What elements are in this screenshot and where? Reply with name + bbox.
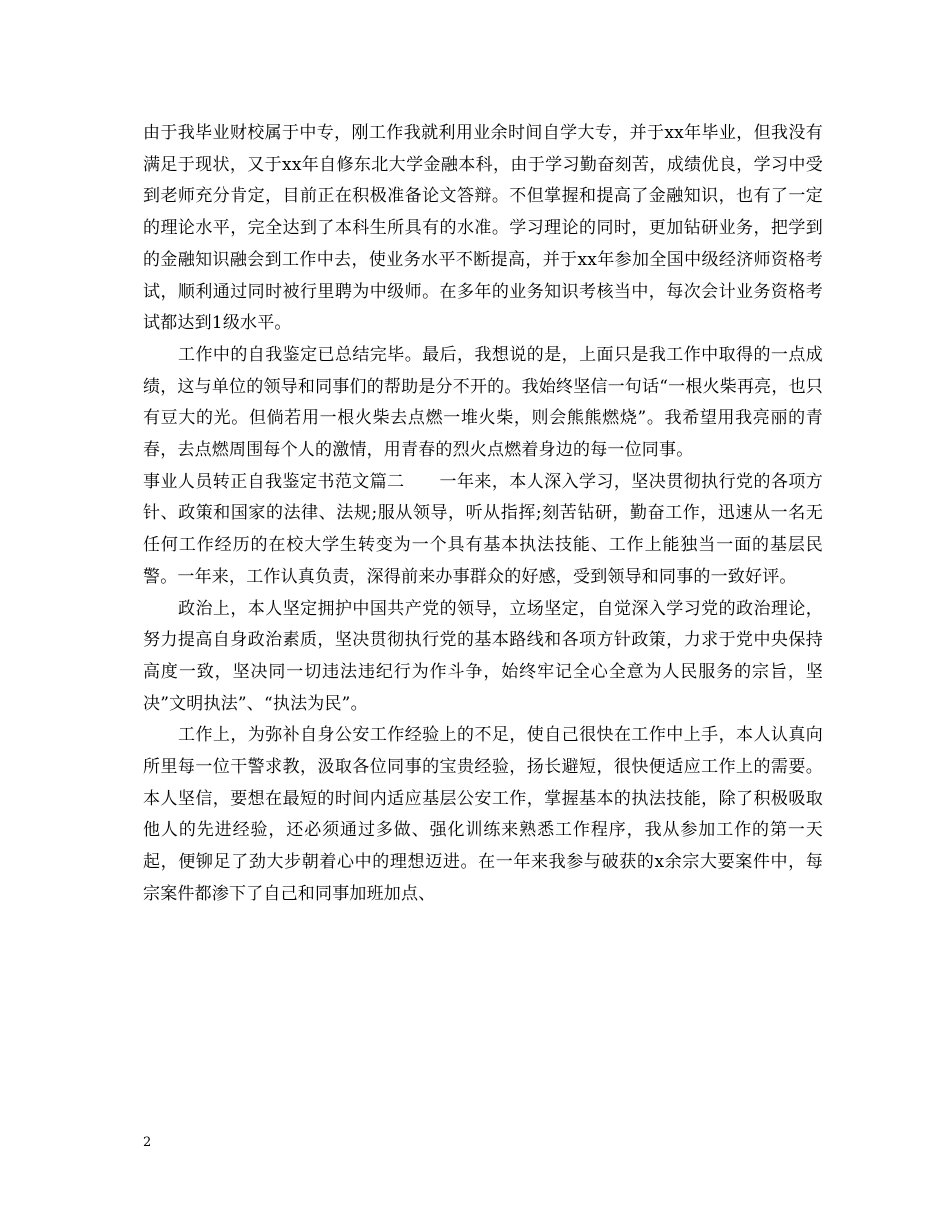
paragraph-3: 事业人员转正自我鉴定书范文篇二 一年来，本人深入学习，坚决贯彻执行党的各项方针、政策和国家的法律、法规;服从领导，听从指挥;刻苦钻研，勤奋工作，迅速从一名无任何工作经历的在校大学生转变为一个具有基本执法技能、工作上能独当一面的基层民警。一年来，工作认真负责，深得前来办事群众的好感，受到领导和同事的一致好评。	[143, 471, 823, 587]
document-body	[143, 118, 823, 911]
paragraph-5: 工作上，为弥补自身公安工作经验上的不足，使自己很快在工作中上手，本人认真向所里每一位干警求教，汲取各位同事的宝贵经验，扬长避短，很快便适应工作上的需要。本人坚信，要想在最短的时间内适应基层公安工作，掌握基本的执法技能，除了积极吸取他人的先进经验，还必须通过多做、强化训练来熟悉工作程序，我从参加工作的第一天起，便铆足了劲大步朝着心中的理想迈进。在一年来我参与破获的x余宗大要案件中，每宗案件都渗下了自己和同事加班加点、	[143, 725, 823, 904]
paragraph-4: 政治上，本人坚定拥护中国共产党的领导，立场坚定，自觉深入学习党的政治理论，努力提高自身政治素质，坚决贯彻执行党的基本路线和各项方针政策，力求于党中央保持高度一致，坚决同一切违法违纪行为作斗争，始终牢记全心全意为人民服务的宗旨，坚决”文明执法”、“执法为民”。	[143, 598, 823, 714]
paragraph-1: 由于我毕业财校属于中专，刚工作我就利用业余时间自学大专，并于xx年毕业，但我没有满足于现状，又于xx年自修东北大学金融本科，由于学习勤奋刻苦，成绩优良，学习中受到老师充分肯定，目前正在积极准备论文答辩。不但掌握和提高了金融知识，也有了一定的理论水平，完全达到了本科生所具有的水准。学习理论的同时，更加钻研业务，把学到的金融知识融会到工作中去，使业务水平不断提高，并于xx年参加全国中级经济师资格考试，顺利通过同时被行里聘为中级师。在多年的业务知识考核当中，每次会计业务资格考试都达到1级水平。	[143, 123, 823, 334]
page-number: 2	[143, 1135, 152, 1150]
paragraph-2: 工作中的自我鉴定已总结完毕。最后，我想说的是，上面只是我工作中取得的一点成绩，这与单位的领导和同事们的帮助是分不开的。我始终坚信一句话“一根火柴再亮，也只有豆大的光。但倘若用一根火柴去点燃一堆火柴，则会熊熊燃烧”。我希望用我亮丽的青春，去点燃周围每个人的激情，用青春的烈火点燃着身边的每一位同事。	[143, 344, 823, 461]
